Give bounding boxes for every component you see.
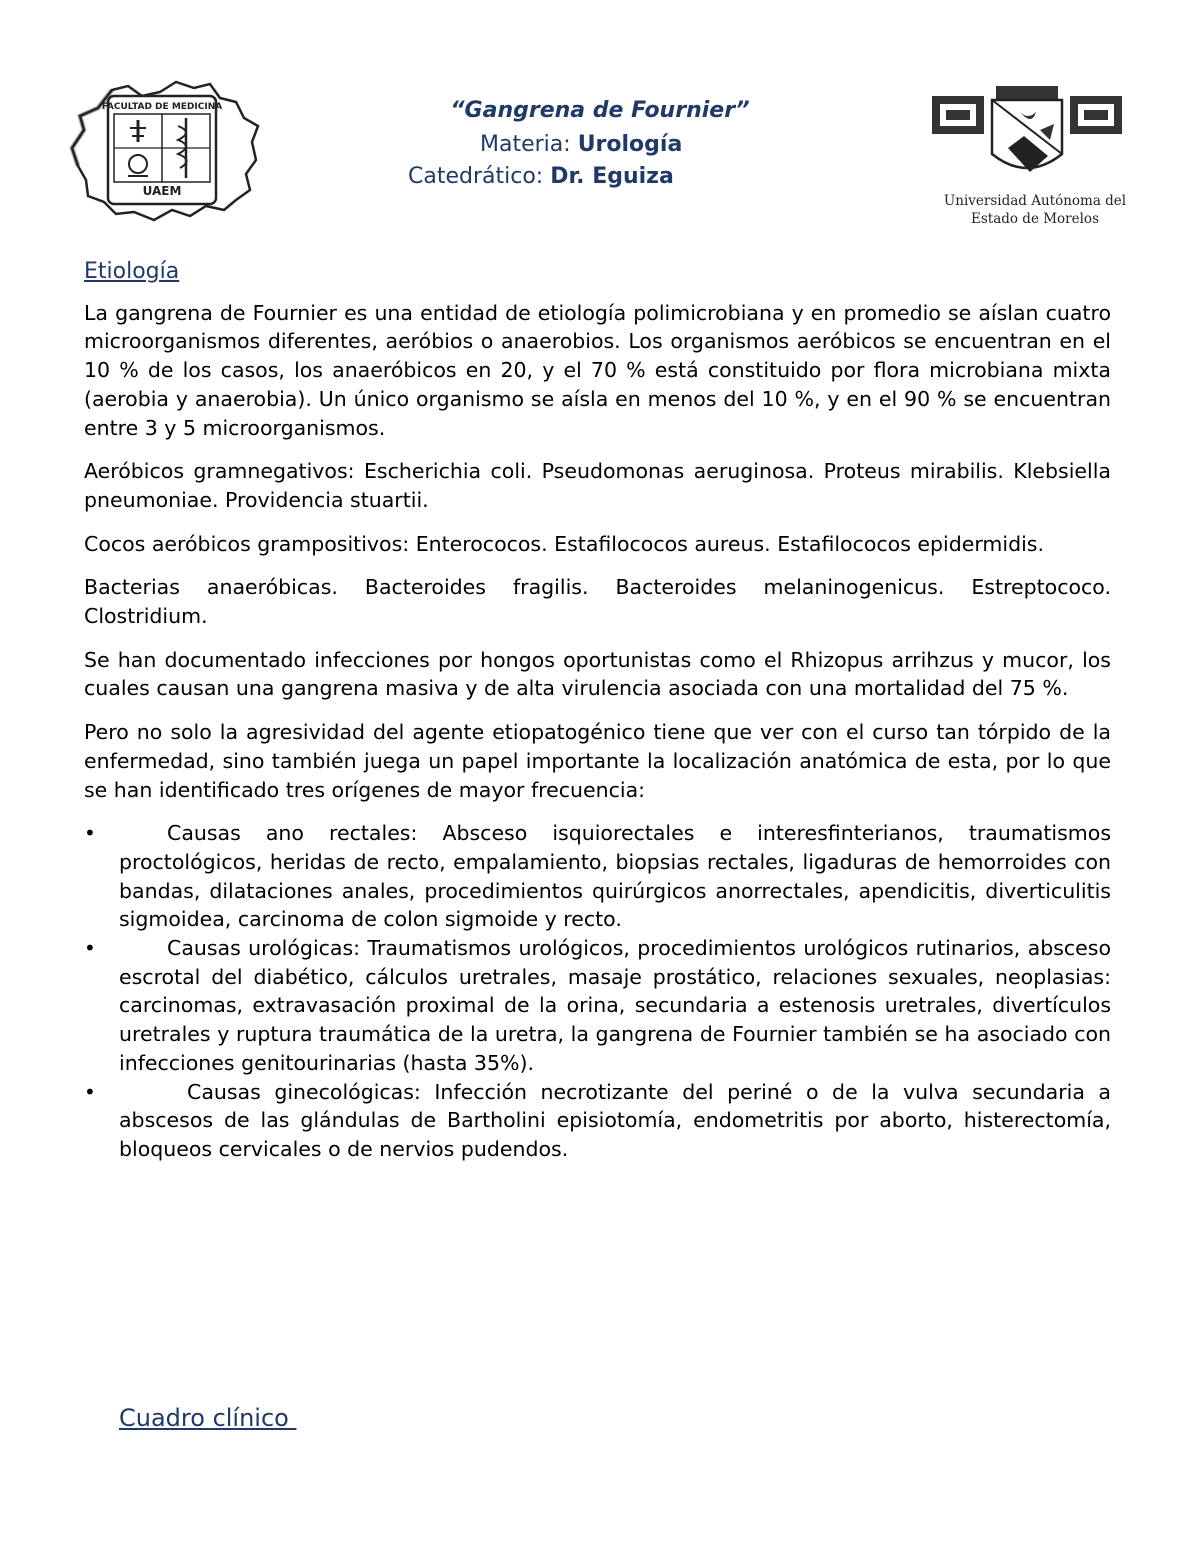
bullet-icon: • xyxy=(84,936,96,961)
professor-value: Dr. Eguiza xyxy=(550,164,674,189)
paragraph: Pero no solo la agresividad del agente etiopatogénico tiene que ver con el curso tan tórpido de la enfermedad, sino también juega un papel importante la localización anatómica de esta, por lo que se han identificado tres orígenes de mayor frecuencia: xyxy=(84,720,1111,802)
professor-label: Catedrático: xyxy=(408,164,544,189)
paragraph: Bacterias anaeróbicas. Bacteroides fragilis. Bacteroides melaninogenicus. Estreptococo. Clostridium. xyxy=(84,575,1111,629)
list-item xyxy=(84,819,1111,934)
university-name-line1: Universidad Autónoma del xyxy=(943,193,1127,209)
list-item-text: Causas ginecológicas: Infección necrotizante del periné o de la vulva secundaria a abscesos de las glándulas de Bartholini episiotomía, endometritis por aborto, histerectomía, bloqueos cervicales o de nervios pudendos. xyxy=(119,1079,1111,1161)
paragraph: La gangrena de Fournier es una entidad de etiología polimicrobiana y en promedio se aíslan cuatro microorganismos diferentes, aeróbios o anaerobios. Los organismos aeróbicos se encuentran en el 10 % de los casos, los anaeróbicos en 20, y el 70 % está constituido por flora microbiana mixta (aerobia y anaerobia). Un único organismo se aísla en menos del 10 %, y en el 90 % se encuentran entre 3 y 5 microorganismos. xyxy=(84,300,1111,440)
subject-value: Urología xyxy=(577,132,683,157)
paragraph: Cocos aeróbicos grampositivos: Enterococos. Estafilococos aureus. Estafilococos epidermidis. xyxy=(84,531,1044,556)
subject-line xyxy=(480,132,682,157)
university-logo xyxy=(920,84,1150,228)
paragraph: Aeróbicos gramnegativos: Escherichia coli. Pseudomonas aeruginosa. Proteus mirabilis. Klebsiella pneumoniae. Providencia stuartii. xyxy=(84,459,1111,512)
subject-label: Materia: xyxy=(480,132,571,157)
professor-line xyxy=(408,164,674,189)
bullet-icon: • xyxy=(84,821,96,846)
university-name-line2: Estado de Morelos xyxy=(970,211,1100,227)
list-item-text: Causas urológicas: Traumatismos urológicos, procedimientos urológicos rutinarios, absceso escrotal del diabético, cálculos uretrales, masaje prostático, relaciones sexuales, neoplasias: carcinomas, extravasación proximal de la orina, secundaria a estenosis uretrales, divertículos uretrales y ruptura traumática de la uretra, la gangrena de Fournier también se ha asociado con infecciones genitourinarias (hasta 35%). xyxy=(119,936,1111,1075)
list-item xyxy=(84,934,1111,1078)
faculty-logo xyxy=(68,78,260,224)
faculty-logo-text: FACULTAD DE MEDICINA xyxy=(101,102,223,112)
list-item xyxy=(84,1078,1111,1164)
bullet-icon: • xyxy=(84,1079,96,1104)
document-body xyxy=(84,258,1111,1164)
list-item-text: Causas ano rectales: Absceso isquiorectales e interesfinterianos, traumatismos proctológicos, heridas de recto, empalamiento, biopsias rectales, ligaduras de hemorroides con bandas, dilataciones anales, procedimientos quirúrgicos anorrectales, apendicitis, diverticulitis sigmoidea, carcinoma de colon sigmoide y recto. xyxy=(119,821,1111,932)
causes-list xyxy=(84,819,1111,1163)
uaem-logo-text: UAEM xyxy=(142,184,182,198)
section-heading-cuadro-clinico: Cuadro clínico xyxy=(119,1404,297,1432)
paragraph: Se han documentado infecciones por hongos oportunistas como el Rhizopus arrihzus y mucor, los cuales causan una gangrena masiva y de alta virulencia asociada con una mortalidad del 75 %. xyxy=(84,647,1111,701)
section-heading-etiologia: Etiología xyxy=(84,259,180,284)
document-title: “Gangrena de Fournier” xyxy=(450,98,750,123)
